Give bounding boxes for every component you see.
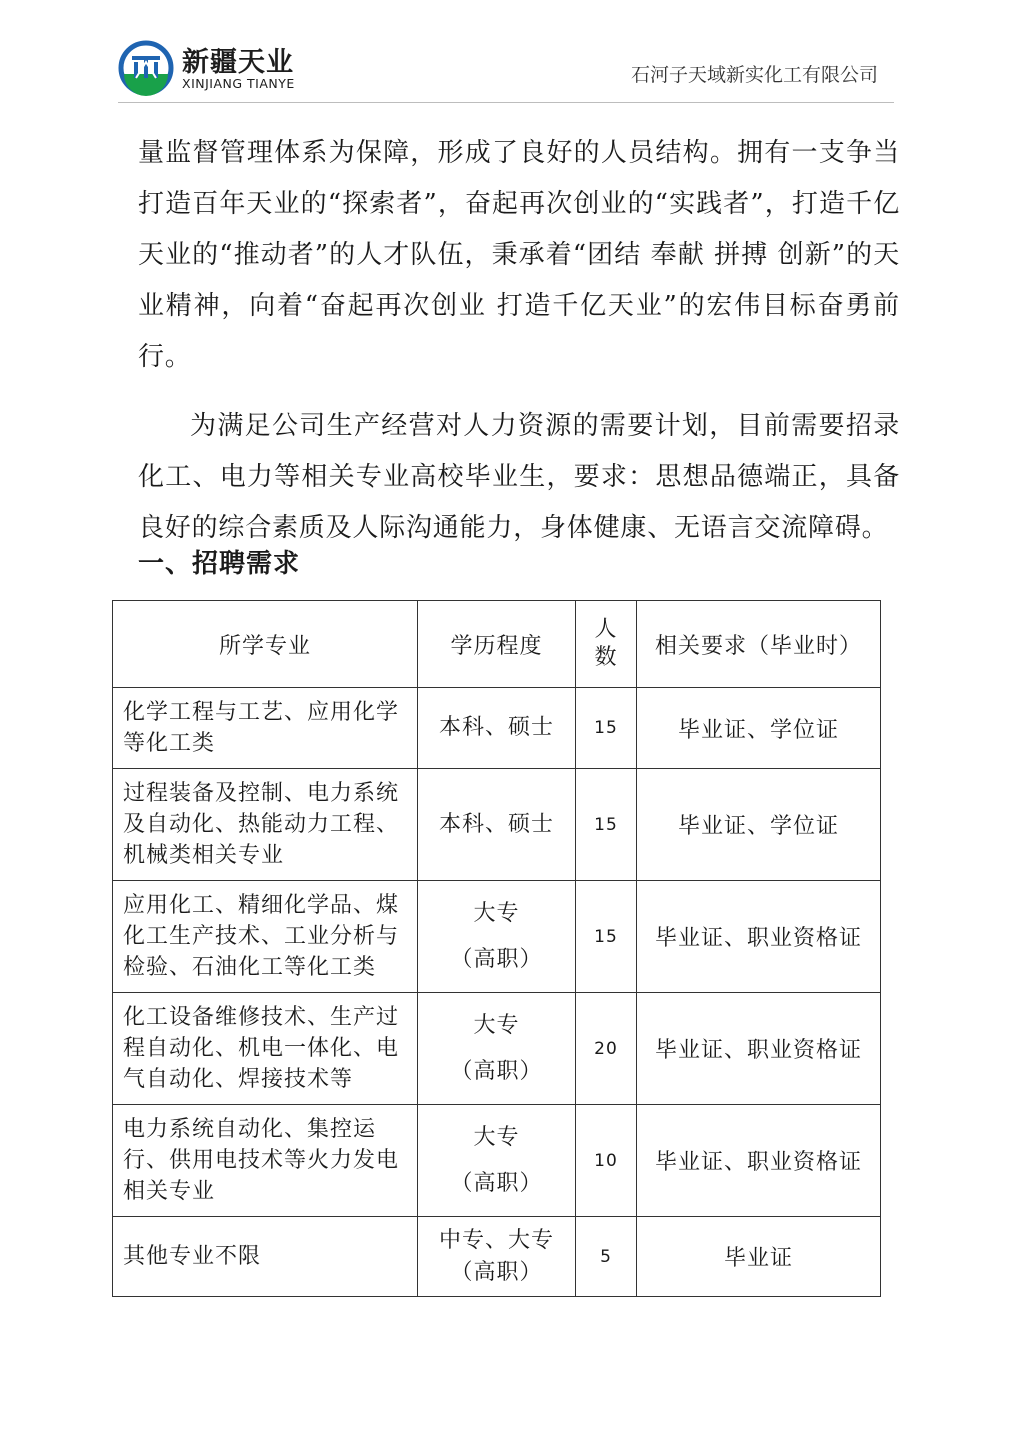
tianye-logo-icon [118, 40, 174, 96]
table-row [113, 881, 881, 993]
cell-requirement: 毕业证、职业资格证 [637, 1105, 881, 1217]
cell-education-level: 本科、硕士 [438, 715, 554, 740]
cell-education-level: 大专 [473, 1124, 520, 1150]
logo-chinese-name: 新疆天业 [182, 47, 294, 78]
cell-count: 10 [576, 1105, 637, 1217]
section-title-recruitment: 一、招聘需求 [138, 549, 301, 579]
cell-requirement: 毕业证、学位证 [637, 688, 881, 769]
cell-count: 5 [576, 1217, 637, 1297]
paragraph-intro: 量监督管理体系为保障，形成了良好的人员结构。拥有一支争当打造百年天业的“探索者”，奋起再次创业的“实践者”，打造千亿天业的“推动者”的人才队伍，秉承着“团结 奉献 拼搏 创新”的天业精神，向着“奋起再次创业 打造千亿天业”的宏伟目标奋勇前行。 [138, 138, 900, 372]
header-requirement: 相关要求（毕业时） [637, 601, 881, 688]
paragraph-requirements: 为满足公司生产经营对人力资源的需要计划，目前需要招录化工、电力等相关专业高校毕业生，要求：思想品德端正，具备良好的综合素质及人际沟通能力，身体健康、无语言交流障碍。 [138, 411, 900, 543]
cell-requirement: 毕业证、职业资格证 [637, 993, 881, 1105]
cell-education-level: 本科、硕士 [438, 811, 554, 837]
cell-major: 电力系统自动化、集控运行、供用电技术等火力发电相关专业 [113, 1105, 418, 1217]
cell-major: 化工设备维修技术、生产过程自动化、机电一体化、电气自动化、焊接技术等 [113, 993, 418, 1105]
cell-requirement: 毕业证、职业资格证 [637, 881, 881, 993]
cell-education [418, 993, 576, 1105]
cell-count: 15 [576, 881, 637, 993]
table-row [113, 769, 881, 881]
document-body [138, 128, 900, 554]
cell-education [418, 688, 576, 769]
header-count [576, 601, 637, 688]
cell-requirement: 毕业证、学位证 [637, 769, 881, 881]
page-header [0, 0, 1024, 110]
cell-count: 20 [576, 993, 637, 1105]
cell-count: 15 [576, 688, 637, 769]
cell-education [418, 881, 576, 993]
cell-education [418, 769, 576, 881]
company-logo [118, 38, 318, 98]
table-row [113, 993, 881, 1105]
cell-education-level: 大专 [473, 1012, 520, 1038]
recruitment-table [112, 600, 881, 1297]
header-count-line2: 数 [594, 645, 618, 670]
cell-education-level: 中专、大专 [438, 1227, 554, 1253]
header-count-line1: 人 [594, 617, 618, 642]
cell-education [418, 1217, 576, 1297]
header-divider [118, 102, 894, 103]
header-major: 所学专业 [113, 601, 418, 688]
cell-education-note: （高职） [450, 1259, 543, 1285]
cell-education-note: （高职） [450, 1170, 543, 1196]
cell-major: 其他专业不限 [113, 1217, 418, 1297]
table-row [113, 1105, 881, 1217]
cell-major: 应用化工、精细化学品、煤化工生产技术、工业分析与检验、石油化工等化工类 [113, 881, 418, 993]
table-row [113, 1217, 881, 1297]
cell-education-note: （高职） [450, 1058, 543, 1084]
cell-major: 过程装备及控制、电力系统及自动化、热能动力工程、机械类相关专业 [113, 769, 418, 881]
cell-major: 化学工程与工艺、应用化学等化工类 [113, 688, 418, 769]
cell-requirement: 毕业证 [637, 1217, 881, 1297]
table-row [113, 688, 881, 769]
header-education: 学历程度 [418, 601, 576, 688]
company-name: 石河子天域新实化工有限公司 [630, 64, 878, 86]
table-header-row [113, 601, 881, 688]
cell-education-note: （高职） [450, 946, 543, 972]
cell-count: 15 [576, 769, 637, 881]
cell-education [418, 1105, 576, 1217]
cell-education-level: 大专 [473, 900, 520, 926]
logo-english-name: XINJIANG TIANYE [182, 76, 295, 91]
